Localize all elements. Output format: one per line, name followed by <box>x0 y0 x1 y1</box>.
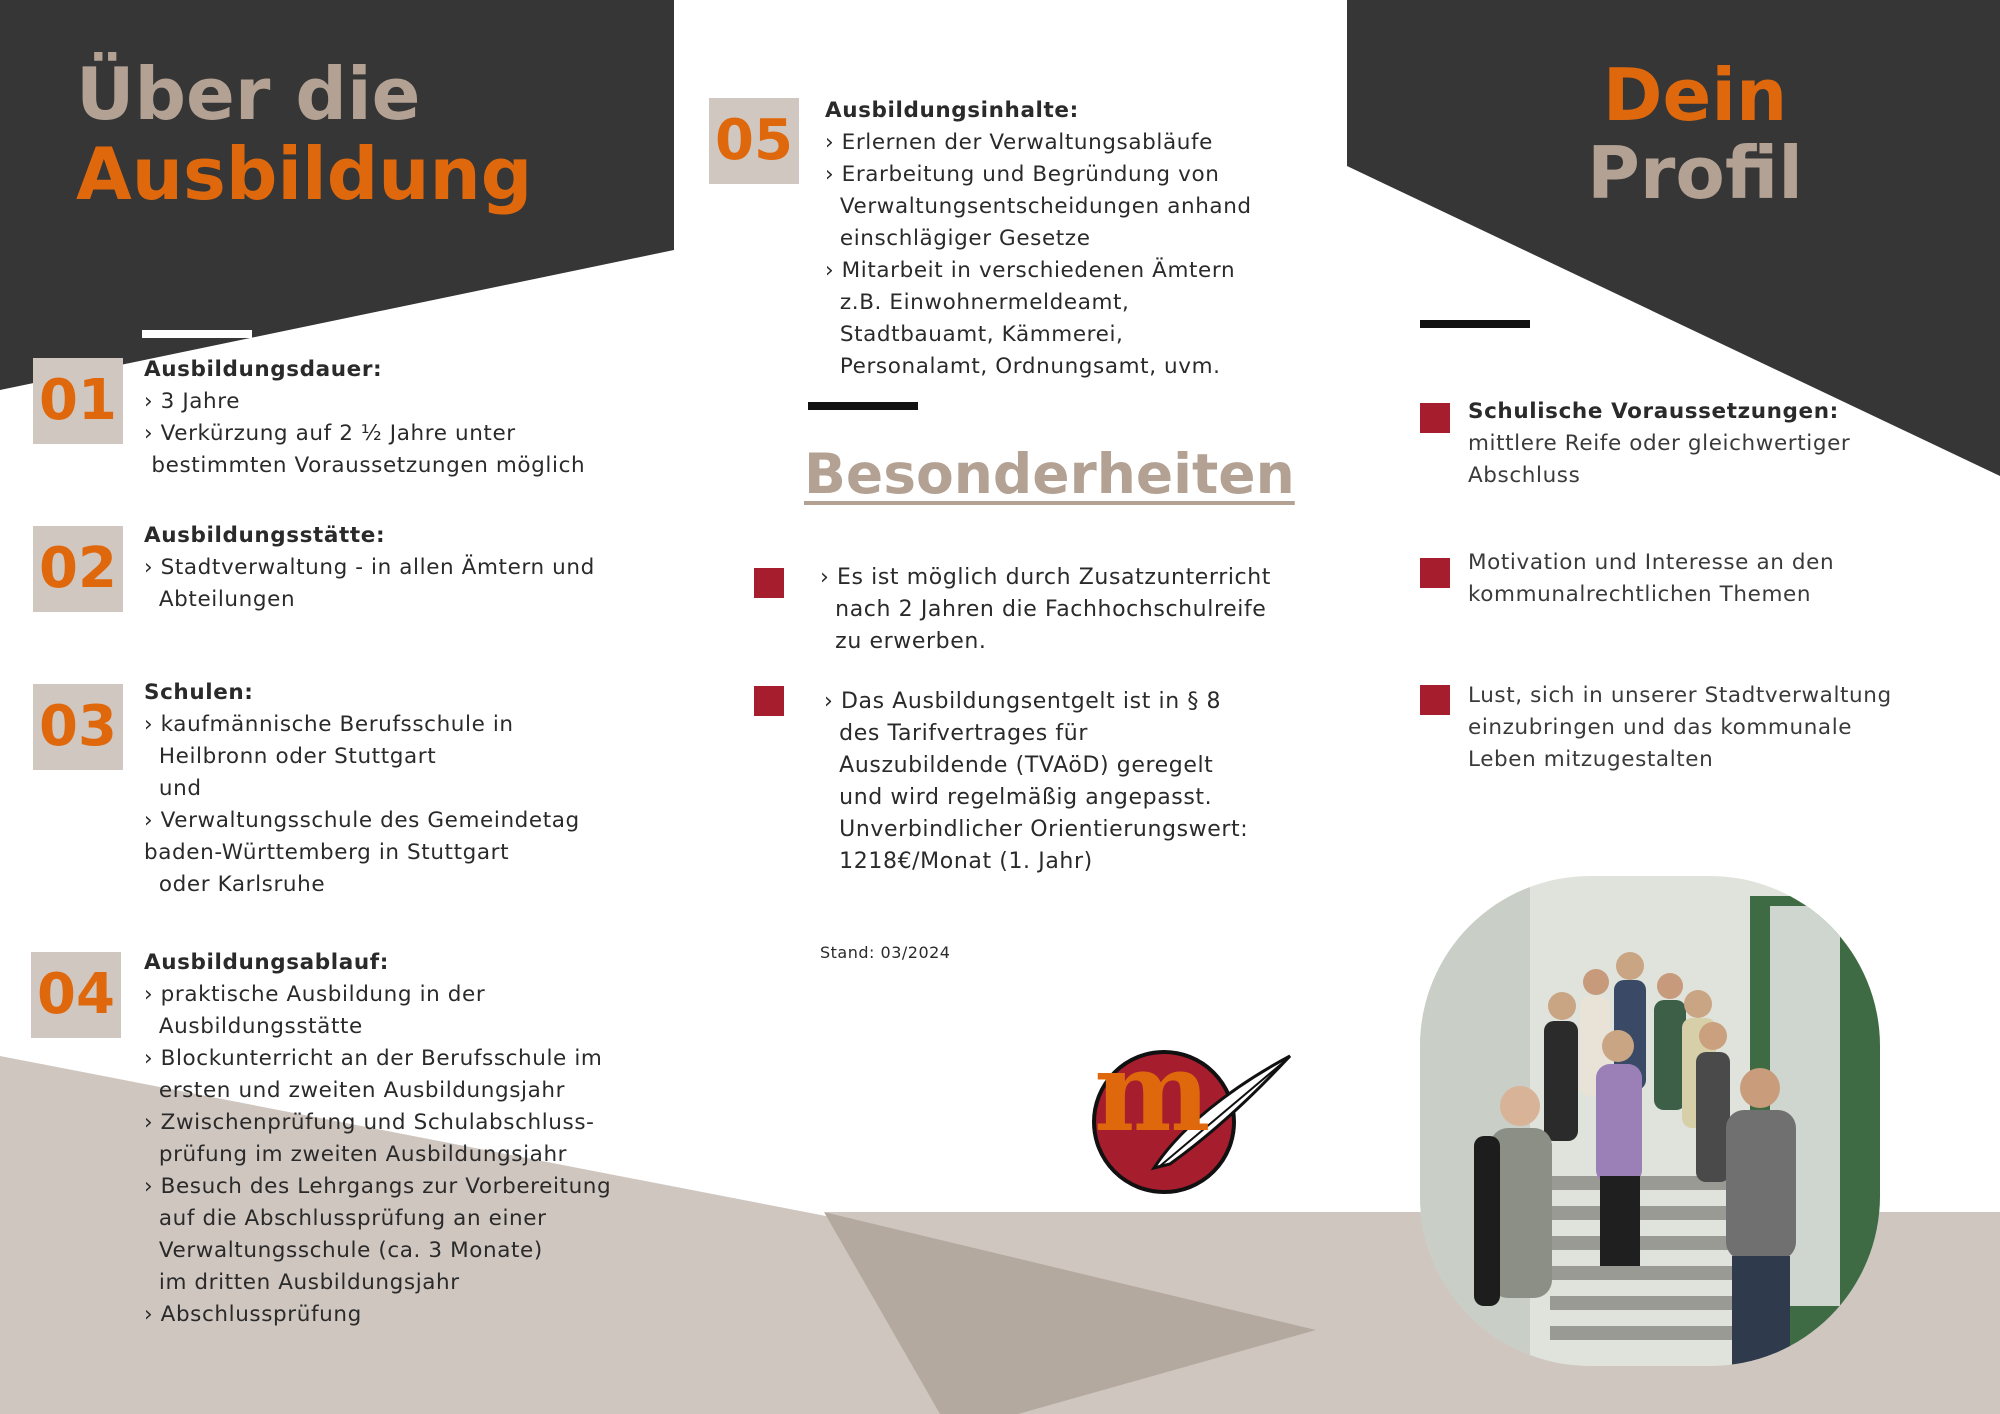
item-05-line: Verwaltungsentscheidungen anhand <box>825 194 1252 219</box>
item-05-line: Stadtbauamt, Kämmerei, <box>825 322 1124 347</box>
special-line: Unverbindlicher Orientierungswert: <box>824 817 1249 842</box>
special-line: › Es ist möglich durch Zusatzunterricht <box>820 565 1272 590</box>
stand-date: Stand: 03/2024 <box>820 943 951 962</box>
team-group-photo <box>1420 876 1880 1366</box>
item-03-line: Heilbronn oder Stuttgart <box>144 744 437 769</box>
special-line: Auszubildende (TVAöD) geregelt <box>824 753 1214 778</box>
item-03-heading: Schulen: <box>144 680 254 705</box>
item-04-line: › praktische Ausbildung in der <box>144 982 486 1007</box>
item-05-line: Personalamt, Ordnungsamt, uvm. <box>825 354 1221 379</box>
logo-letter: m <box>1094 1048 1211 1156</box>
special-line: nach 2 Jahren die Fachhochschulreife <box>820 597 1267 622</box>
item-04-line: › Abschlussprüfung <box>144 1302 362 1327</box>
number-badge-02: 02 <box>33 526 123 612</box>
profile-line: kommunalrechtlichen Themen <box>1468 582 1812 607</box>
special-line: › Das Ausbildungsentgelt ist in § 8 <box>824 689 1222 714</box>
item-05-text <box>825 95 1252 383</box>
right-panel-title <box>1530 53 1860 215</box>
item-05-line: › Erlernen der Verwaltungsabläufe <box>825 130 1213 155</box>
besonderheiten-heading: Besonderheiten <box>804 442 1295 506</box>
item-04-line: Verwaltungsschule (ca. 3 Monate) <box>144 1238 543 1263</box>
item-01-line: › Verkürzung auf 2 ½ Jahre unter <box>144 421 516 446</box>
profile-line: Abschluss <box>1468 463 1581 488</box>
number-badge-03: 03 <box>33 684 123 770</box>
number-badge-05: 05 <box>709 98 799 184</box>
item-04-line: › Besuch des Lehrgangs zur Vorbereitung <box>144 1174 612 1199</box>
item-04-line: ersten und zweiten Ausbildungsjahr <box>144 1078 566 1103</box>
profile-line: einzubringen und das kommunale <box>1468 715 1853 740</box>
right-title-line2: Profil <box>1587 131 1803 215</box>
right-title-line1: Dein <box>1602 53 1788 137</box>
profile-item-2 <box>1468 547 1834 611</box>
bullet-square <box>1420 685 1450 715</box>
item-03-line: › kaufmännische Berufsschule in <box>144 712 514 737</box>
special-item-1 <box>820 562 1271 658</box>
bullet-square <box>1420 403 1450 433</box>
left-title-line1: Über die <box>76 52 421 136</box>
item-01-line: › 3 Jahre <box>144 389 241 414</box>
bullet-square <box>1420 558 1450 588</box>
profile-item-3 <box>1468 680 1892 776</box>
item-04-line: auf die Abschlussprüfung an einer <box>144 1206 547 1231</box>
special-line: des Tarifvertrages für <box>824 721 1088 746</box>
profile-line: Leben mitzugestalten <box>1468 747 1714 772</box>
item-05-line: › Erarbeitung und Begründung von <box>825 162 1220 187</box>
profile-line: Motivation und Interesse an den <box>1468 550 1835 575</box>
profile-line: Lust, sich in unserer Stadtverwaltung <box>1468 683 1892 708</box>
item-05-line: einschlägiger Gesetze <box>825 226 1091 251</box>
special-line: und wird regelmäßig angepasst. <box>824 785 1213 810</box>
item-03-line: oder Karlsruhe <box>144 872 326 897</box>
profile-line: mittlere Reife oder gleichwertiger <box>1468 431 1851 456</box>
item-03-line: und <box>144 776 202 801</box>
item-03-line: › Verwaltungsschule des Gemeindetag <box>144 808 580 833</box>
city-logo <box>1090 1048 1300 1198</box>
item-01-line: bestimmten Voraussetzungen möglich <box>144 453 586 478</box>
item-04-line: Ausbildungsstätte <box>144 1014 363 1039</box>
item-05-heading: Ausbildungsinhalte: <box>825 98 1079 123</box>
number-badge-04: 04 <box>31 952 121 1038</box>
special-line: 1218€/Monat (1. Jahr) <box>824 849 1093 874</box>
left-title-line2: Ausbildung <box>76 132 533 216</box>
item-03-line: baden-Württemberg in Stuttgart <box>144 840 510 865</box>
right-divider-bar <box>1420 320 1530 328</box>
item-05-line: › Mitarbeit in verschiedenen Ämtern <box>825 258 1236 283</box>
bullet-square <box>754 686 784 716</box>
item-02-line: › Stadtverwaltung - in allen Ämtern und <box>144 555 595 580</box>
special-item-2 <box>824 686 1248 878</box>
item-02-line: Abteilungen <box>144 587 296 612</box>
bullet-square <box>754 568 784 598</box>
item-04-heading: Ausbildungsablauf: <box>144 950 389 975</box>
item-04-text <box>144 947 611 1331</box>
number-badge-01: 01 <box>33 358 123 444</box>
middle-divider-bar <box>808 402 918 410</box>
item-04-line: prüfung im zweiten Ausbildungsjahr <box>144 1142 568 1167</box>
item-04-line: im dritten Ausbildungsjahr <box>144 1270 460 1295</box>
item-02-heading: Ausbildungsstätte: <box>144 523 386 548</box>
item-05-line: z.B. Einwohnermeldeamt, <box>825 290 1130 315</box>
item-04-line: › Blockunterricht an der Berufsschule im <box>144 1046 603 1071</box>
profile-item-1 <box>1468 396 1850 492</box>
item-01-heading: Ausbildungsdauer: <box>144 357 383 382</box>
item-03-text <box>144 677 580 901</box>
left-panel-title <box>76 54 532 214</box>
item-02-text <box>144 520 595 616</box>
item-04-line: › Zwischenprüfung und Schulabschluss- <box>144 1110 595 1135</box>
profile-heading: Schulische Voraussetzungen: <box>1468 399 1839 424</box>
left-divider-bar <box>142 330 252 338</box>
item-01-text <box>144 354 585 482</box>
special-line: zu erwerben. <box>820 629 987 654</box>
